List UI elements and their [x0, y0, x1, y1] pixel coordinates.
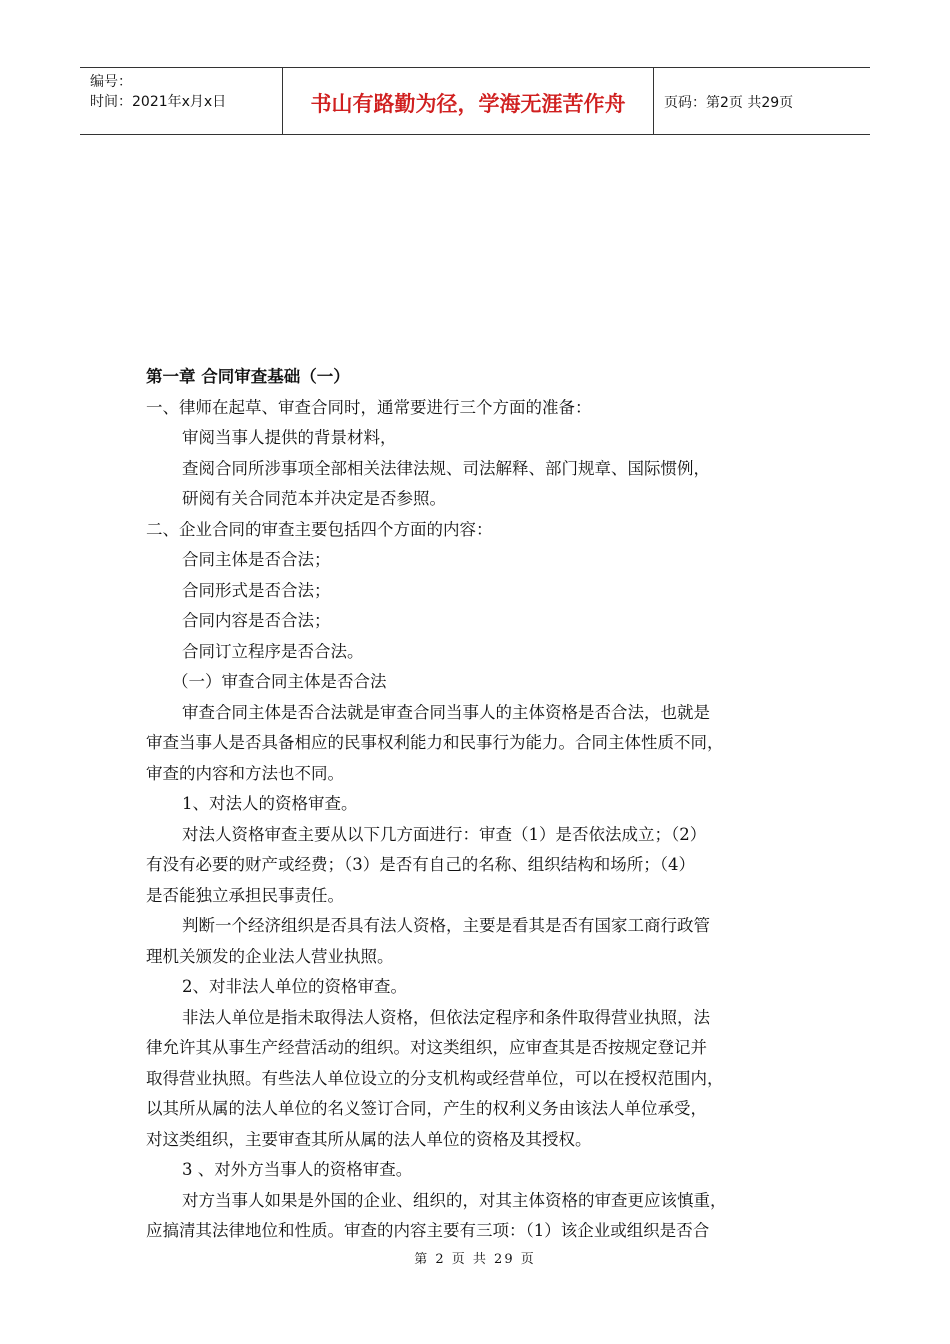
- body-lines: [146, 393, 811, 1247]
- body-line: 审阅当事人提供的背景材料，: [182, 428, 397, 447]
- body-line: 查阅合同所涉事项全部相关法律法规、司法解释、部门规章、国际惯例，: [182, 458, 710, 478]
- body-line: 审查当事人是否具备相应的民事权利能力和民事行为能力。合同主体性质不同，: [146, 733, 724, 752]
- header-meta: [80, 68, 282, 134]
- body-line: 合同内容是否合法；: [182, 611, 331, 630]
- body-line: （一）审查合同主体是否合法: [172, 672, 387, 691]
- body-line: 以其所从属的法人单位的名义签订合同，产生的权利义务由该法人单位承受，: [146, 1099, 707, 1118]
- body-line: 非法人单位是指未取得法人资格，但依法定程序和条件取得营业执照，法: [182, 1007, 710, 1027]
- body-line: 合同主体是否合法；: [182, 550, 331, 569]
- body-line: 是否能独立承担民事责任。: [146, 885, 344, 905]
- document-body: [146, 362, 811, 1247]
- document-time-label: 时间：2021年x月x日: [90, 94, 227, 110]
- body-line: 审查的内容和方法也不同。: [146, 763, 344, 783]
- body-line: 对法人资格审查主要从以下几方面进行：审查（1）是否依法成立；（2）: [182, 824, 707, 844]
- body-line: 1、对法人的资格审查。: [182, 794, 358, 813]
- body-line: 审查合同主体是否合法就是审查合同当事人的主体资格是否合法，也就是: [182, 702, 710, 722]
- body-line: 取得营业执照。有些法人单位设立的分支机构或经营单位，可以在授权范围内，: [146, 1068, 724, 1088]
- body-line: 3 、对外方当事人的资格审查。: [182, 1160, 413, 1179]
- body-line: 判断一个经济组织是否具有法人资格，主要是看其是否有国家工商行政管: [182, 916, 710, 935]
- body-line: 理机关颁发的企业法人营业执照。: [146, 946, 394, 966]
- body-line: 二、企业合同的审查主要包括四个方面的内容：: [146, 519, 493, 539]
- header-page-label: 页码：第2页 共29页: [664, 95, 794, 111]
- body-line: 合同形式是否合法；: [182, 580, 331, 600]
- header-motto: 书山有路勤为径，学海无涯苦作舟: [282, 68, 654, 134]
- body-line: 应搞清其法律地位和性质。审查的内容主要有三项：（1）该企业或组织是否合: [146, 1221, 710, 1240]
- body-line: 有没有必要的财产或经费；（3）是否有自己的名称、组织结构和场所；（4）: [146, 855, 695, 874]
- body-line: 一、律师在起草、审查合同时，通常要进行三个方面的准备：: [146, 397, 592, 417]
- body-line: 律允许其从事生产经营活动的组织。对这类组织，应审查其是否按规定登记并: [146, 1038, 707, 1057]
- body-line: 2、对非法人单位的资格审查。: [182, 977, 407, 996]
- body-line: 合同订立程序是否合法。: [182, 641, 364, 661]
- body-line: 研阅有关合同范本并决定是否参照。: [182, 489, 446, 508]
- document-number-label: 编号：: [90, 74, 132, 90]
- page-footer: 第 2 页 共 29 页: [414, 1252, 536, 1267]
- page-header: [80, 67, 870, 135]
- body-line: 对方当事人如果是外国的企业、组织的，对其主体资格的审查更应该慎重，: [182, 1190, 727, 1210]
- chapter-title: 第一章 合同审查基础（一）: [146, 367, 350, 386]
- body-line: 对这类组织，主要审查其所从属的法人单位的资格及其授权。: [146, 1129, 592, 1149]
